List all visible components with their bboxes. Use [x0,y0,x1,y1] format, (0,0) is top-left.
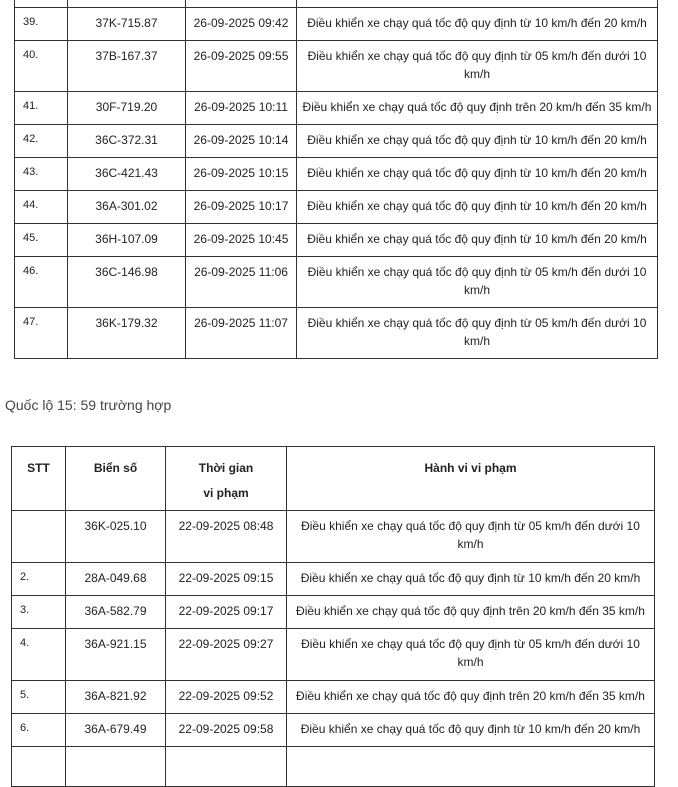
header-time-line1: Thời gian [198,461,254,475]
cell-time: 22-09-2025 08:48 [166,511,287,563]
cell-behavior: Điều khiển xe chạy quá tốc độ quy định từ 05 km/h đến dưới 10 km/h [297,257,658,308]
cell-behavior: Điều khiển xe chạy quá tốc độ quy định từ 05 km/h đến dưới 10 km/h [297,41,658,92]
cell-behavior: Điều khiển xe chạy quá tốc độ quy định từ 10 km/h đến 20 km/h [297,8,658,41]
cell-stt: 5. [12,681,66,714]
cell-behavior: Điều khiển xe chạy quá tốc độ quy định trên 20 km/h đến 35 km/h [287,681,655,714]
cell-stt [15,0,68,8]
cell-stt [12,511,66,563]
table-row [15,257,658,308]
cell-plate: 36C-421.43 [68,158,186,191]
cell-plate: 28A-049.68 [66,563,166,596]
cell-plate: 36A-301.02 [68,191,186,224]
table-row [12,563,655,596]
cell-stt: 40. [15,41,68,92]
table-row [15,191,658,224]
cell-behavior: Điều khiển xe chạy quá tốc độ quy định trên 20 km/h đến 35 km/h [297,92,658,125]
cell-behavior: Điều khiển xe chạy quá tốc độ quy định trên 20 km/h đến 35 km/h [287,596,655,629]
cell-time: 26-09-2025 09:55 [186,41,297,92]
cell-stt: 45. [15,224,68,257]
cell-plate: 36C-372.31 [68,125,186,158]
table-header-row [12,447,655,511]
cell-time: 26-09-2025 10:45 [186,224,297,257]
cell-time: 22-09-2025 09:58 [166,714,287,747]
table-row [15,92,658,125]
table-row [12,747,655,787]
cell-plate [68,0,186,8]
header-plate: Biển số [66,447,166,511]
table-row [15,125,658,158]
cell-behavior: Điều khiển xe chạy quá tốc độ quy định từ 10 km/h đến 20 km/h [297,191,658,224]
cell-stt: 42. [15,125,68,158]
cell-behavior: Điều khiển xe chạy quá tốc độ quy định từ 10 km/h đến 20 km/h [297,158,658,191]
cell-time: 26-09-2025 09:42 [186,8,297,41]
cell-stt: 2. [12,563,66,596]
cell-plate: 37B-167.37 [68,41,186,92]
table-row [15,224,658,257]
section-caption: Quốc lộ 15: 59 trường hợp [5,397,172,413]
cell-plate: 36K-025.10 [66,511,166,563]
cell-behavior: Điều khiển xe chạy quá tốc độ quy định từ 10 km/h đến 20 km/h [287,714,655,747]
header-behavior: Hành vi vi phạm [287,447,655,511]
cell-time: 26-09-2025 10:14 [186,125,297,158]
cell-behavior: Điều khiển xe chạy quá tốc độ quy định từ 05 km/h đến dưới 10 km/h [287,511,655,563]
table-row [15,41,658,92]
cell-time: 26-09-2025 10:15 [186,158,297,191]
cell-stt: 44. [15,191,68,224]
cell-plate: 36K-179.32 [68,308,186,359]
cell-behavior: Điều khiển xe chạy quá tốc độ quy định từ 10 km/h đến 20 km/h [297,224,658,257]
cell-time: 26-09-2025 11:06 [186,257,297,308]
cell-plate: 36A-582.79 [66,596,166,629]
cell-plate: 37K-715.87 [68,8,186,41]
cell-plate: 36H-107.09 [68,224,186,257]
cell-stt: 46. [15,257,68,308]
table-row [12,596,655,629]
cell-time: 26-09-2025 10:11 [186,92,297,125]
cell-plate: 36C-146.98 [68,257,186,308]
cell-stt: 43. [15,158,68,191]
cell-time [166,747,287,787]
header-time [166,447,287,511]
cell-behavior [287,747,655,787]
cell-time: 26-09-2025 10:17 [186,191,297,224]
cell-stt: 3. [12,596,66,629]
cell-time: 22-09-2025 09:27 [166,629,287,681]
cell-time: 22-09-2025 09:17 [166,596,287,629]
table-row [12,714,655,747]
cell-plate [66,747,166,787]
cell-plate: 36A-679.49 [66,714,166,747]
table-row [15,308,658,359]
cell-behavior: Điều khiển xe chạy quá tốc độ quy định từ 10 km/h đến 20 km/h [287,563,655,596]
cell-plate: 36A-921.15 [66,629,166,681]
violations-table-2 [11,446,655,787]
violations-table-1 [14,0,658,359]
cell-behavior: Điều khiển xe chạy quá tốc độ quy định từ 05 km/h đến dưới 10 km/h [297,308,658,359]
cell-plate: 30F-719.20 [68,92,186,125]
table-row [12,681,655,714]
cell-time: 22-09-2025 09:52 [166,681,287,714]
cell-stt: 41. [15,92,68,125]
cell-stt: 6. [12,714,66,747]
cell-stt: 39. [15,8,68,41]
table-row [15,158,658,191]
table-row [12,629,655,681]
cell-plate: 36A-821.92 [66,681,166,714]
cell-time: 22-09-2025 09:15 [166,563,287,596]
table-row [15,0,658,8]
cell-behavior [297,0,658,8]
cell-stt: 47. [15,308,68,359]
table-row [15,8,658,41]
cell-time [186,0,297,8]
table-row [12,511,655,563]
cell-stt: 4. [12,629,66,681]
cell-behavior: Điều khiển xe chạy quá tốc độ quy định từ 05 km/h đến dưới 10 km/h [287,629,655,681]
header-time-line2: vi phạm [203,486,249,500]
cell-behavior: Điều khiển xe chạy quá tốc độ quy định từ 10 km/h đến 20 km/h [297,125,658,158]
cell-time: 26-09-2025 11:07 [186,308,297,359]
header-stt: STT [12,447,66,511]
cell-stt [12,747,66,787]
